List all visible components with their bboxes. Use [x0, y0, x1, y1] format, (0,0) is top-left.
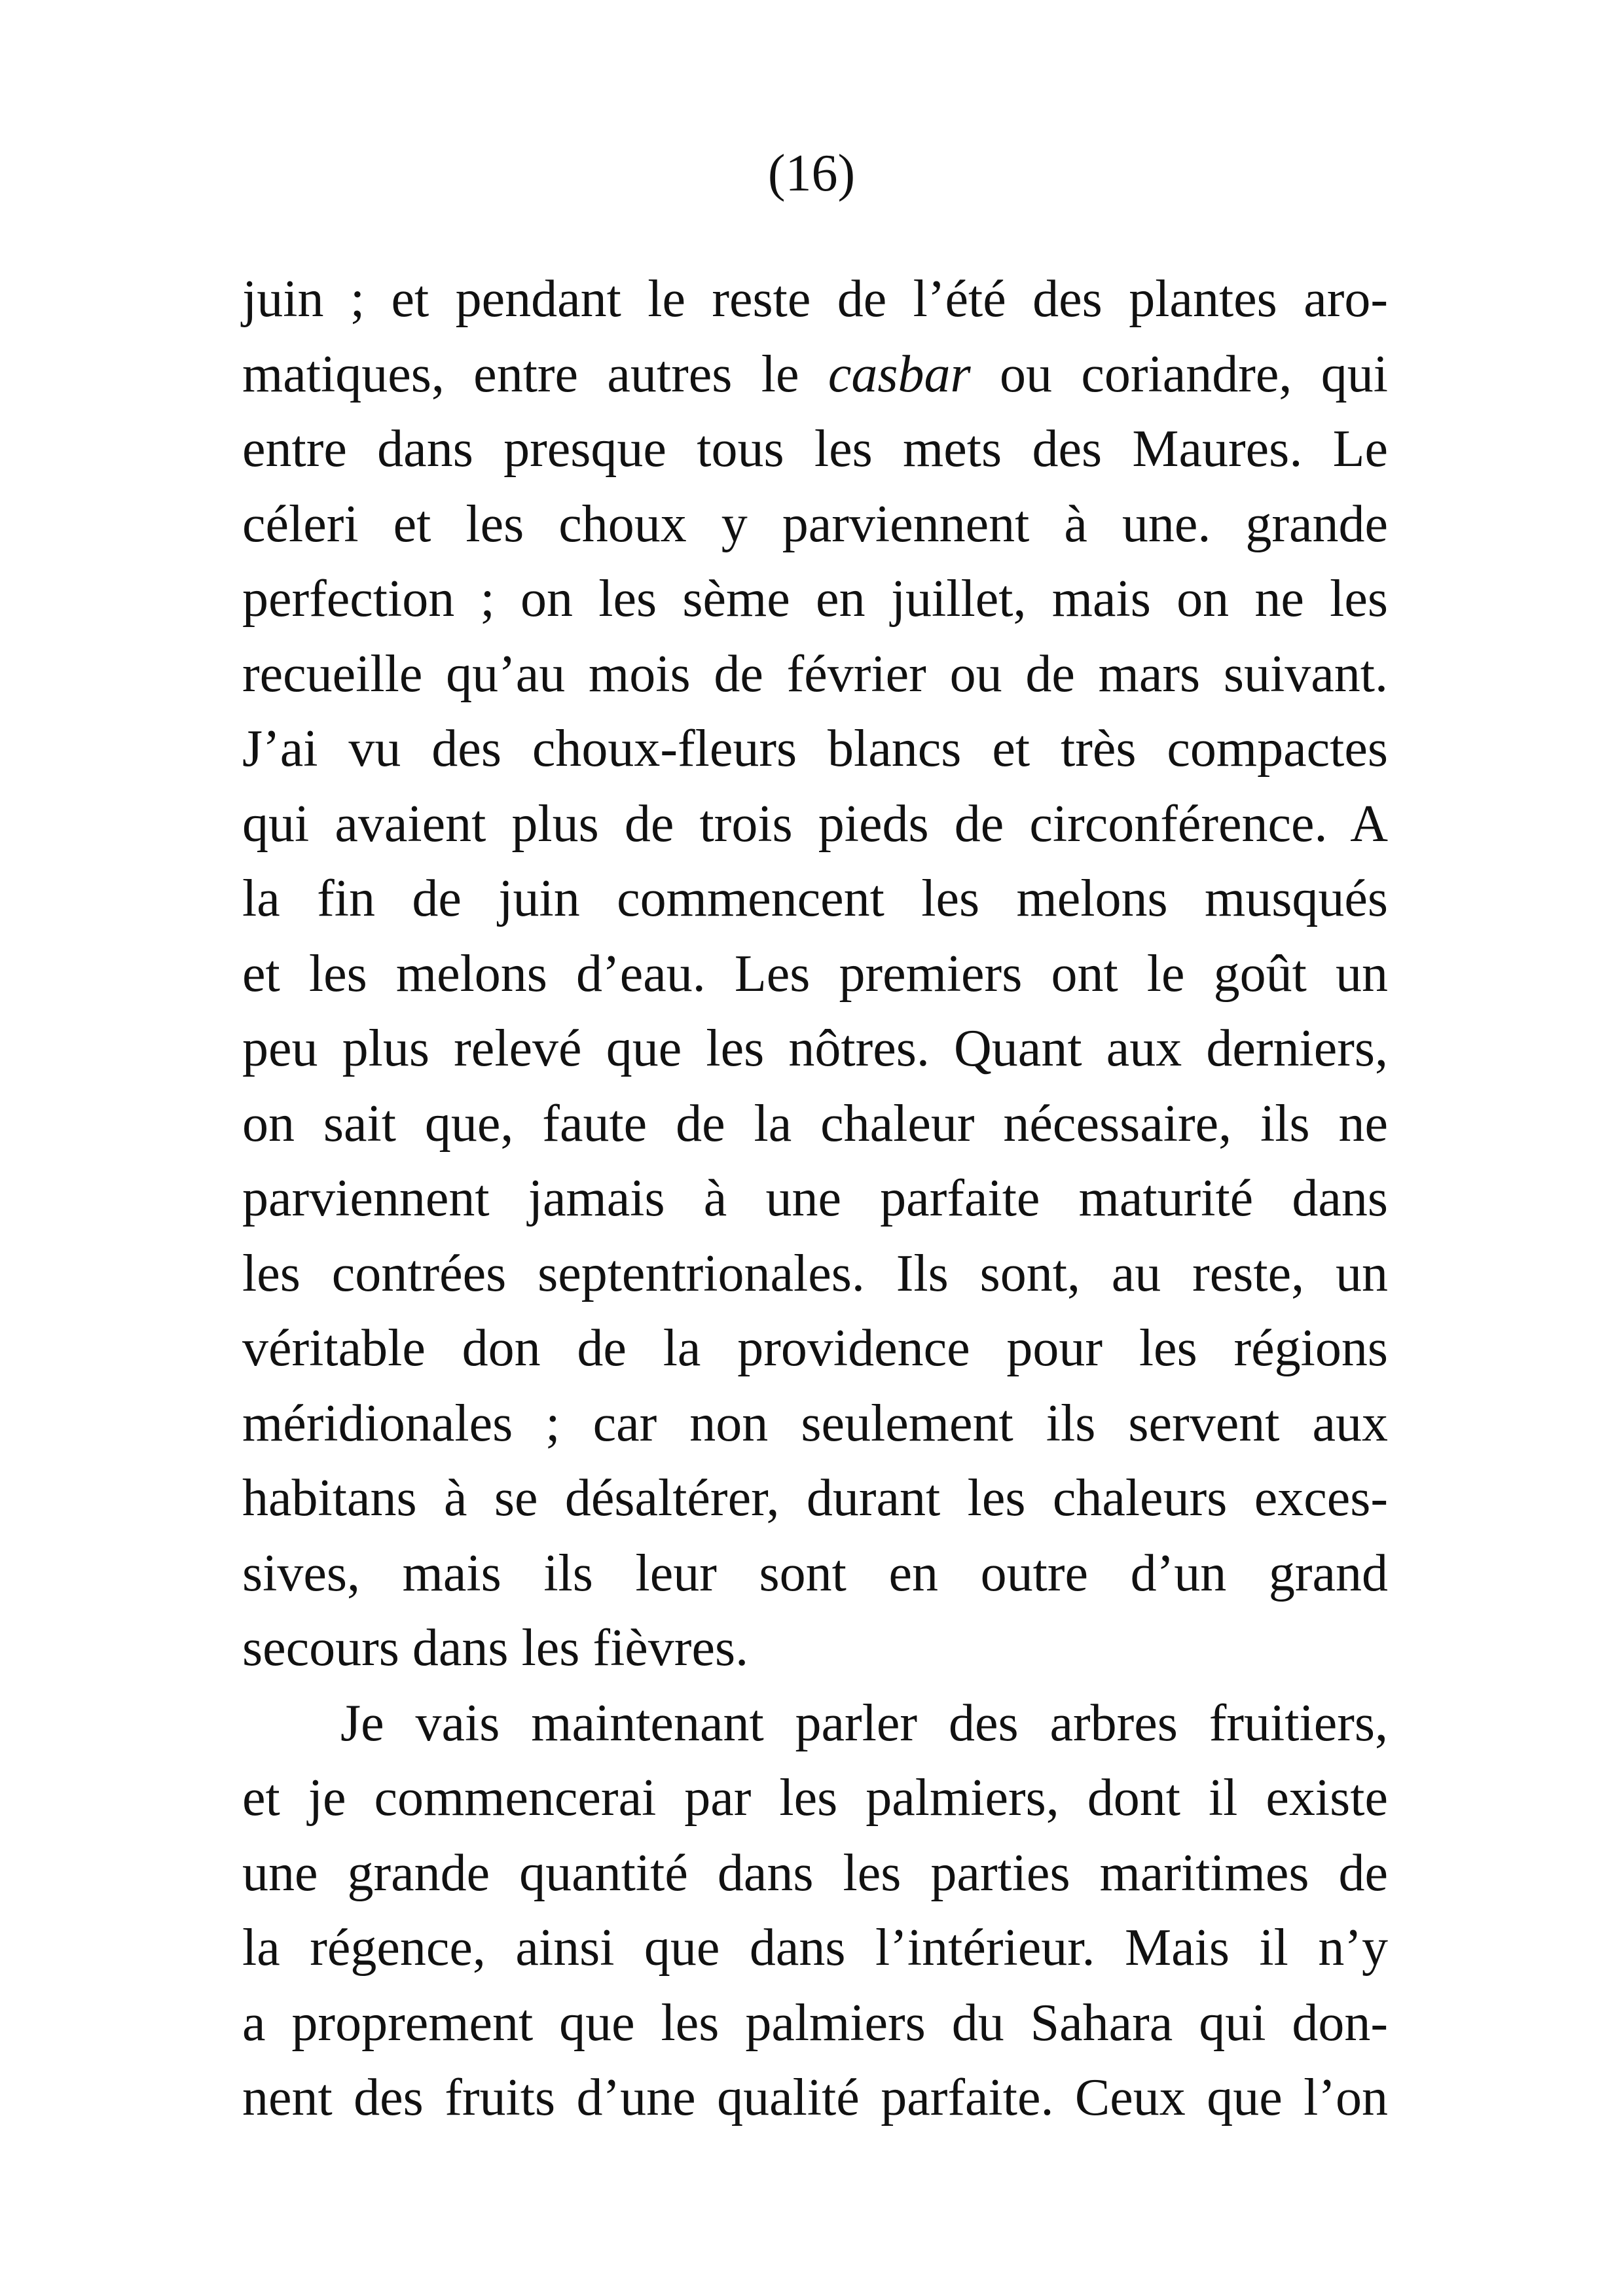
body-text	[242, 262, 1388, 2136]
text-line: la régence, ainsi que dans l’intérieur. Mais il n’y	[242, 1919, 1388, 1977]
text-line: habitans à se désaltérer, durant les chaleurs exces-	[242, 1469, 1388, 1527]
page-number: (16)	[767, 145, 856, 202]
text-line	[242, 337, 1388, 412]
text-segment: matiques, entre autres le	[242, 345, 828, 403]
text-line: la fin de juin commencent les melons musqués	[242, 870, 1388, 927]
text-line: nent des fruits d’une qualité parfaite. Ceux que l’on	[242, 2069, 1388, 2126]
text-line: entre dans presque tous les mets des Maures. Le	[242, 420, 1388, 478]
text-line: peu plus relevé que les nôtres. Quant aux derniers,	[242, 1020, 1388, 1077]
italic-term: casbar	[828, 345, 971, 403]
text-line: qui avaient plus de trois pieds de circonférence. A	[242, 795, 1388, 853]
text-line: on sait que, faute de la chaleur nécessaire, ils ne	[242, 1094, 1388, 1153]
text-line: une grande quantité dans les parties maritimes de	[242, 1844, 1388, 1902]
text-line: juin ; et pendant le reste de l’été des plantes aro-	[242, 270, 1388, 328]
text-line: J’ai vu des choux-fleurs blancs et très compactes	[242, 720, 1388, 778]
paragraph-first-line: Je vais maintenant parler des arbres fruitiers,	[340, 1694, 1388, 1752]
text-line: parviennent jamais à une parfaite maturité dans	[242, 1170, 1388, 1227]
text-line: céleri et les choux y parviennent à une. grande	[242, 495, 1388, 553]
text-line: véritable don de la providence pour les régions	[242, 1319, 1388, 1377]
text-line: les contrées septentrionales. Ils sont, au reste, un	[242, 1244, 1388, 1302]
text-line: et je commencerai par les palmiers, dont il existe	[242, 1769, 1388, 1827]
text-line: recueille qu’au mois de février ou de mars suivant.	[242, 645, 1388, 703]
text-segment: ou coriandre, qui	[970, 345, 1388, 403]
text-line: et les melons d’eau. Les premiers ont le goût un	[242, 944, 1388, 1003]
text-line: a proprement que les palmiers du Sahara qui don-	[242, 1994, 1388, 2052]
text-line: sives, mais ils leur sont en outre d’un grand	[242, 1544, 1388, 1602]
text-line: perfection ; on les sème en juillet, mais on ne les	[242, 570, 1388, 628]
text-line: méridionales ; car non seulement ils servent aux	[242, 1394, 1388, 1452]
text-line: secours dans les fièvres.	[242, 1619, 749, 1677]
